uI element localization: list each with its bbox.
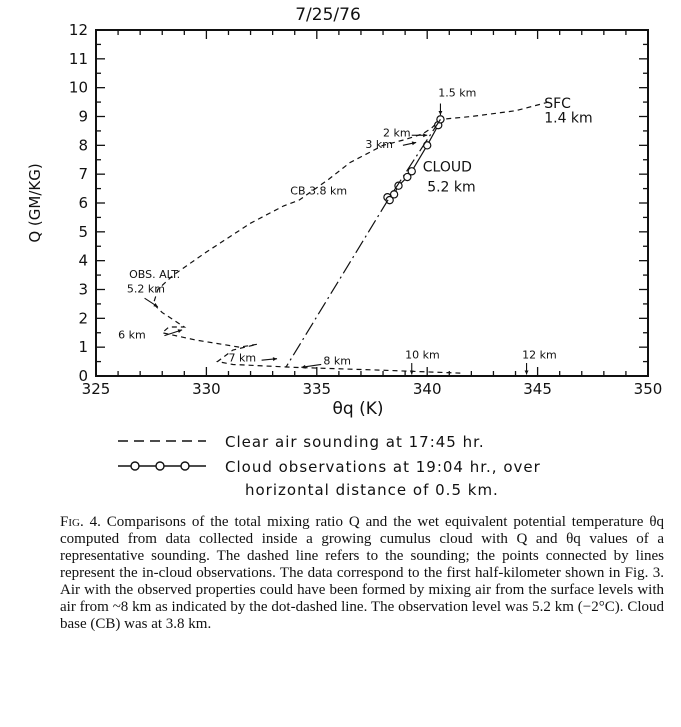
- plot-frame: [96, 30, 648, 376]
- y-tick-label: 12: [68, 21, 88, 39]
- legend-item-cloud: Cloud observations at 19:04 hr., over: [225, 458, 541, 476]
- annotation-label: 10 km: [405, 348, 440, 362]
- series-line-2: [286, 119, 441, 367]
- arrow-head: [525, 371, 529, 375]
- annotation-label: 5.2 km: [427, 179, 476, 196]
- annotation-label: 5.2 km: [126, 282, 165, 296]
- y-tick-label: 0: [78, 367, 88, 385]
- annotation-label: 1.5 km: [438, 86, 477, 100]
- y-tick-label: 2: [78, 309, 88, 328]
- annotation-label: 1.4 km: [544, 110, 593, 127]
- caption-body: Comparisons of the total mixing ratio Q and the wet equivalent potential temperature θq computed from data collected inside a growing cumulus cloud with Q and θq values of a representative sounding. The dashed line refers to the sounding; the points connected by lines represent the in-cloud observations. The data correspond to the first half-kilometer shown in Fig. 3. Air with the observed properties could have been formed by mixing air from the surface levels with air from ~8 km as indicated by the dot-dashed line. The observation level was 5.2 km (−2°C). Cloud base (CB) was at 3.8 km.: [60, 514, 665, 632]
- x-tick-label: 350: [633, 380, 663, 398]
- arrow-head: [410, 371, 414, 375]
- y-tick-label: 8: [78, 136, 88, 155]
- arrow-head: [412, 141, 416, 145]
- y-tick-label: 5: [78, 222, 88, 241]
- x-tick-labels: [82, 380, 663, 398]
- x-axis-label: θq (K): [332, 399, 384, 419]
- y-tick-label: 1: [78, 338, 88, 357]
- x-tick-label: 340: [412, 380, 442, 398]
- y-tick-label: 6: [78, 194, 88, 212]
- series-line-0: [153, 102, 548, 373]
- annotation-label: CLOUD: [422, 159, 472, 176]
- y-tick-label: 3: [78, 280, 88, 299]
- figure-caption: [60, 514, 664, 633]
- annotation-label: CB 3.8 km: [290, 184, 348, 198]
- arrow-layer: [145, 104, 529, 375]
- legend-item-sounding: Clear air sounding at 17:45 hr.: [225, 433, 485, 451]
- legend-item-cloud-cont: horizontal distance of 0.5 km.: [245, 481, 499, 499]
- x-tick-label: 345: [523, 380, 552, 398]
- annotation-label: 6 km: [118, 328, 146, 342]
- axis-ticks: [96, 30, 648, 376]
- annotation-label: 12 km: [522, 348, 557, 362]
- chart-title: 7/25/76: [295, 5, 361, 25]
- x-tick-label: 325: [81, 380, 111, 398]
- cloud-point: [408, 168, 415, 175]
- x-tick-label: 330: [192, 380, 221, 398]
- annotation-label: 3 km: [365, 138, 393, 152]
- legend-circles-swatch: [118, 462, 206, 470]
- annotation-label: 2 km: [383, 126, 411, 140]
- annotation-label: 8 km: [323, 354, 352, 368]
- cloud-point: [390, 191, 397, 198]
- x-tick-label: 335: [302, 380, 332, 398]
- y-tick-label: 10: [68, 78, 88, 97]
- annotation-label: 7 km: [228, 351, 257, 365]
- y-tick-label: 7: [78, 165, 88, 184]
- y-tick-label: 9: [78, 107, 88, 126]
- caption-prefix: Fig. 4.: [60, 514, 101, 530]
- y-tick-label: 11: [68, 49, 88, 68]
- annotation-label: SFC: [544, 95, 571, 112]
- arrow-head: [423, 133, 427, 137]
- arrow-head: [438, 111, 442, 115]
- y-tick-labels: [69, 21, 88, 385]
- arrow-head: [273, 357, 277, 361]
- series-layer: [153, 102, 548, 373]
- annotation-layer: [118, 86, 593, 367]
- y-axis-label: Q (GM/KG): [26, 163, 44, 243]
- annotation-label: OBS. ALT.: [129, 267, 181, 281]
- arrow-head: [178, 329, 182, 333]
- y-tick-label: 4: [78, 251, 88, 270]
